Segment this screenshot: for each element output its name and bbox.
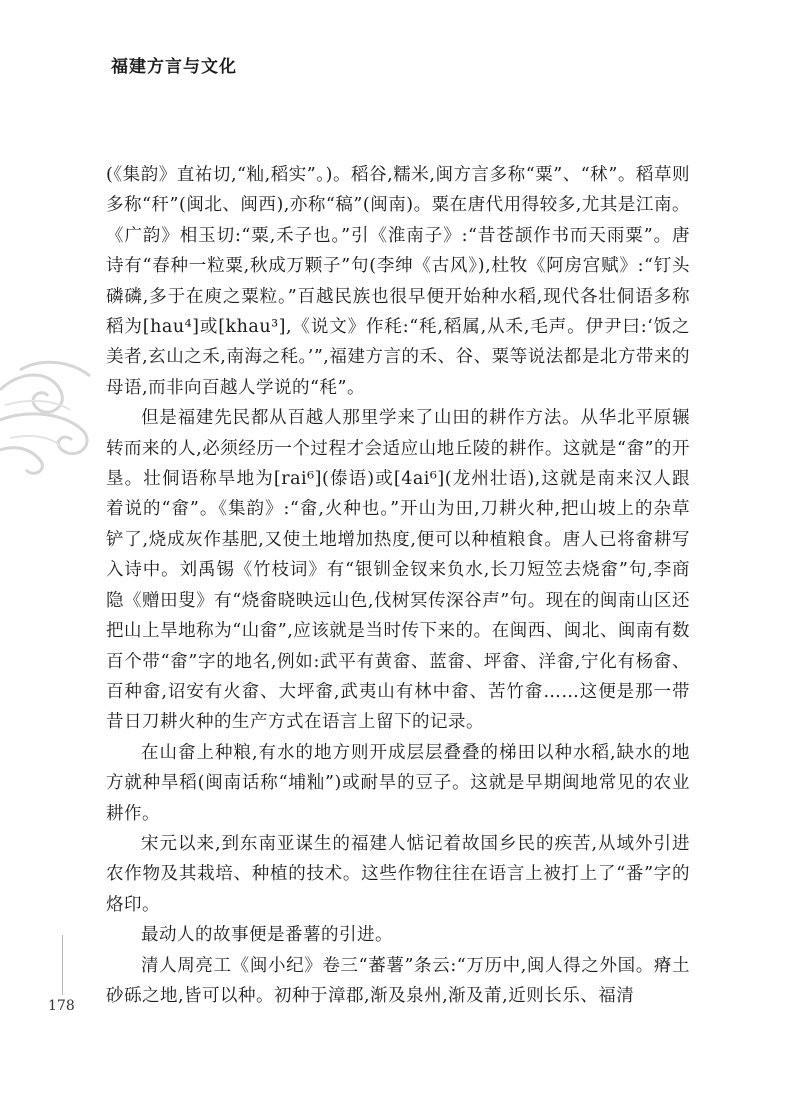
paragraph-4: 宋元以来,到东南亚谋生的福建人惦记着故国乡民的疾苦,从域外引进农作物及其栽培、种植的技术。这些作物往往在语言上被打上了“番”字的烙印。 [106, 833, 690, 915]
running-head-title: 福建方言与文化 [111, 57, 237, 77]
cloud-ornament [0, 350, 110, 480]
page-number: 178 [48, 998, 75, 1014]
paragraph-2: 但是福建先民都从百越人那里学来了山田的耕作方法。从华北平原辗转而来的人,必须经历一个过程才会适应山地丘陵的耕作。这就是“畲”的开垦。壮侗语称旱地为[rai⁶](傣语)或[4ai⁶](龙州壮语),这就是南来汉人跟着说的“畲”。《集韵》:“畲,火种也。”开山为田,刀耕火种,把山坡上的杂草铲了,烧成灰作基肥,又使土地增加热度,便可以种植粮食。唐人已将畲耕写入诗中。刘禹锡《竹枝词》有“银钏金钗来负水,长刀短笠去烧畲”句,李商隐《赠田叟》有“烧畲晓映远山色,伐树冥传深谷声”句。现在的闽南山区还把山上旱地称为“山畲”,应该就是当时传下来的。在闽西、闽北、闽南有数百个带“畲”字的地名,例如:武平有黄畲、蓝畲、坪畲、洋畲,宁化有杨畲、百种畲,诏安有火畲、大坪畲,武夷山有林中畲、苦竹畲……这便是那一带昔日刀耕火种的生产方式在语言上留下的记录。 [106, 408, 690, 733]
paragraph-6: 清人周亮工《闽小纪》卷三“蕃薯”条云:“万历中,闽人得之外国。瘠土砂砾之地,皆可以种。初种于漳郡,渐及泉州,渐及莆,近则长乐、福清 [106, 955, 690, 1006]
paragraph-1: (《集韵》直祐切,“籼,稻实”。)。稻谷,糯米,闽方言多称“粟”、“秫”。稻草则多称“秆”(闽北、闽西),亦称“稿”(闽南)。粟在唐代用得较多,尤其是江南。《广韵》相玉切:“粟,禾子也。”引《淮南子》:“昔苍颉作书而天雨粟”。唐诗有“春种一粒粟,秋成万颗子”句(李绅《古风》),杜牧《阿房宫赋》:“钉头磷磷,多于在庾之粟粒。”百越民族也很早便开始种水稻,现代各壮侗语多称稻为[hau⁴]或[khau³],《说文》作秏:“秏,稻属,从禾,毛声。伊尹曰:‘饭之美者,玄山之禾,南海之秏。’”,福建方言的禾、谷、粟等说法都是北方带来的母语,而非向百越人学说的“秏”。 [106, 165, 690, 398]
folio-rule [62, 935, 63, 995]
paragraph-3: 在山畲上种粮,有水的地方则开成层层叠叠的梯田以种水稻,缺水的地方就种旱稻(闽南话称“埔籼”)或耐旱的豆子。这就是早期闽地常见的农业耕作。 [106, 742, 690, 824]
body-text [106, 160, 690, 1011]
paragraph-5: 最动人的故事便是番薯的引进。 [141, 925, 393, 946]
